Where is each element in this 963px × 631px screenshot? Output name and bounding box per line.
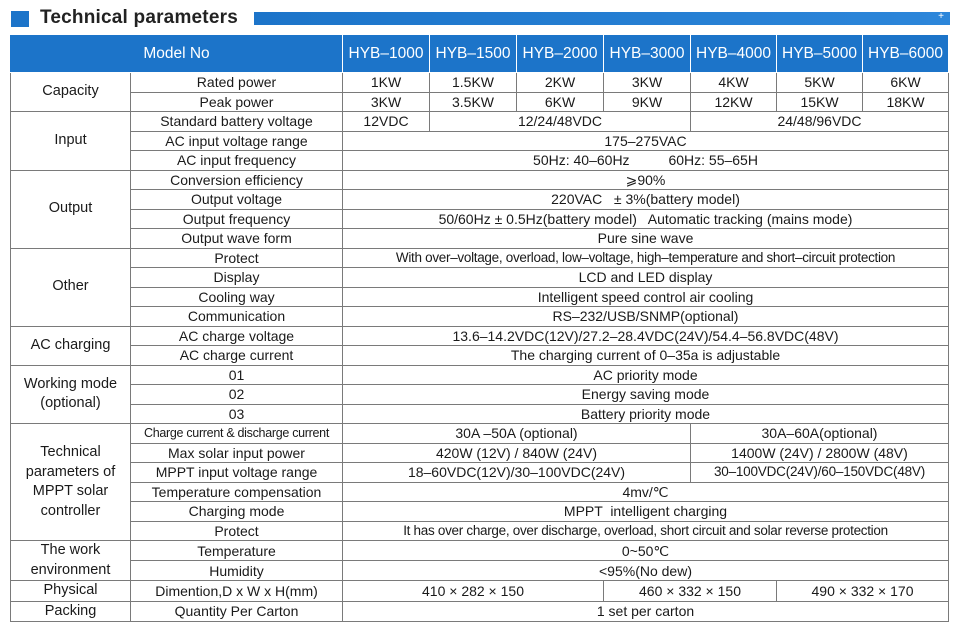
param-label: Protect: [131, 521, 343, 541]
table-row: [11, 190, 949, 210]
param-label: Protect: [131, 248, 343, 268]
param-label: AC input voltage range: [131, 131, 343, 151]
table-row: [11, 268, 949, 288]
value-cell: 18KW: [863, 92, 949, 112]
param-label: 02: [131, 385, 343, 405]
param-label: 03: [131, 404, 343, 424]
table-row: [11, 541, 949, 561]
category-packing: Packing: [11, 601, 131, 622]
param-label: Cooling way: [131, 287, 343, 307]
table-row: [11, 92, 949, 112]
model-header: HYB–1000: [343, 35, 430, 73]
value-cell: 3KW: [343, 92, 430, 112]
value-cell: 0~50℃: [343, 541, 949, 561]
value-cell: The charging current of 0–35a is adjustable: [343, 346, 949, 366]
param-label: Max solar input power: [131, 443, 343, 463]
value-cell: 12KW: [691, 92, 777, 112]
param-label: AC charge current: [131, 346, 343, 366]
model-header: HYB–3000: [604, 35, 691, 73]
table-row: [11, 112, 949, 132]
value-cell: 6KW: [517, 92, 604, 112]
value-cell: LCD and LED display: [343, 268, 949, 288]
table-row: [11, 365, 949, 385]
table-row: [11, 463, 949, 483]
param-label: Charging mode: [131, 502, 343, 522]
value-cell: Pure sine wave: [343, 229, 949, 249]
spec-table: [10, 34, 949, 622]
table-row: [11, 326, 949, 346]
value-cell: 220VAC ± 3%(battery model): [343, 190, 949, 210]
table-row: [11, 209, 949, 229]
table-row: [11, 601, 949, 622]
value-cell: With over–voltage, overload, low–voltage, high–temperature and short–circuit protection: [343, 248, 949, 268]
category-input: Input: [11, 112, 131, 171]
value-cell: 4KW: [691, 73, 777, 93]
model-header: HYB–1500: [430, 35, 517, 73]
param-label: Output voltage: [131, 190, 343, 210]
table-row: [11, 151, 949, 171]
param-label: Temperature compensation: [131, 482, 343, 502]
param-label: Standard battery voltage: [131, 112, 343, 132]
model-header: HYB–4000: [691, 35, 777, 73]
value-cell: 30A–60A(optional): [691, 424, 949, 444]
value-cell: ⩾90%: [343, 170, 949, 190]
table-row: [11, 561, 949, 581]
value-cell: It has over charge, over discharge, overload, short circuit and solar reverse protection: [343, 521, 949, 541]
value-cell: 12VDC: [343, 112, 430, 132]
model-no-label: Model No: [11, 35, 343, 73]
param-label: Communication: [131, 307, 343, 327]
param-label: 01: [131, 365, 343, 385]
value-cell: 1KW: [343, 73, 430, 93]
header-bar: [254, 12, 950, 25]
category-physical: Physical: [11, 581, 131, 602]
table-row: [11, 424, 949, 444]
table-row: [11, 73, 949, 93]
category-environment: The work environment: [11, 541, 131, 581]
table-row: [11, 287, 949, 307]
table-row: [11, 170, 949, 190]
param-label: Peak power: [131, 92, 343, 112]
value-cell: 2KW: [517, 73, 604, 93]
table-row: [11, 346, 949, 366]
header-row: [11, 35, 949, 73]
param-label: Charge current & discharge current: [131, 424, 343, 444]
category-working-mode: Working mode (optional): [11, 365, 131, 424]
value-cell: Battery priority mode: [343, 404, 949, 424]
param-label: Quantity Per Carton: [131, 601, 343, 622]
table-row: [11, 307, 949, 327]
plus-icon: +: [938, 11, 944, 22]
value-cell: 50Hz: 40–60Hz 60Hz: 55–65H: [343, 151, 949, 171]
value-cell: 5KW: [777, 73, 863, 93]
header-square-icon: [11, 11, 29, 27]
value-cell: RS–232/USB/SNMP(optional): [343, 307, 949, 327]
param-label: Output wave form: [131, 229, 343, 249]
model-header: HYB–6000: [863, 35, 949, 73]
value-cell: 6KW: [863, 73, 949, 93]
value-cell: 410 × 282 × 150: [343, 581, 604, 602]
value-cell: 12/24/48VDC: [430, 112, 691, 132]
category-ac-charging: AC charging: [11, 326, 131, 365]
category-mppt: Technical parameters of MPPT solar controller: [11, 424, 131, 541]
value-cell: 3.5KW: [430, 92, 517, 112]
value-cell: 1 set per carton: [343, 601, 949, 622]
category-output: Output: [11, 170, 131, 248]
model-header: HYB–5000: [777, 35, 863, 73]
value-cell: 13.6–14.2VDC(12V)/27.2–28.4VDC(24V)/54.4–56.8VDC(48V): [343, 326, 949, 346]
value-cell: 175–275VAC: [343, 131, 949, 151]
param-label: Output frequency: [131, 209, 343, 229]
table-row: [11, 581, 949, 602]
param-label: Dimention,D x W x H(mm): [131, 581, 343, 602]
value-cell: 9KW: [604, 92, 691, 112]
table-row: [11, 443, 949, 463]
param-label: Humidity: [131, 561, 343, 581]
value-cell: 15KW: [777, 92, 863, 112]
value-cell: 4mv/℃: [343, 482, 949, 502]
value-cell: 30A –50A (optional): [343, 424, 691, 444]
category-other: Other: [11, 248, 131, 326]
table-row: [11, 404, 949, 424]
param-label: Temperature: [131, 541, 343, 561]
table-row: [11, 521, 949, 541]
param-label: AC charge voltage: [131, 326, 343, 346]
value-cell: 420W (12V) / 840W (24V): [343, 443, 691, 463]
value-cell: 460 × 332 × 150: [604, 581, 777, 602]
value-cell: Energy saving mode: [343, 385, 949, 405]
table-row: [11, 248, 949, 268]
param-label: AC input frequency: [131, 151, 343, 171]
value-cell: AC priority mode: [343, 365, 949, 385]
table-row: [11, 502, 949, 522]
value-cell: 50/60Hz ± 0.5Hz(battery model) Automatic tracking (mains mode): [343, 209, 949, 229]
value-cell: 490 × 332 × 170: [777, 581, 949, 602]
value-cell: 24/48/96VDC: [691, 112, 949, 132]
value-cell: Intelligent speed control air cooling: [343, 287, 949, 307]
value-cell: 3KW: [604, 73, 691, 93]
param-label: MPPT input voltage range: [131, 463, 343, 483]
table-row: [11, 482, 949, 502]
table-row: [11, 131, 949, 151]
section-header: [8, 6, 958, 32]
value-cell: <95%(No dew): [343, 561, 949, 581]
page-title: Technical parameters: [40, 7, 238, 28]
param-label: Conversion efficiency: [131, 170, 343, 190]
value-cell: 30–100VDC(24V)/60–150VDC(48V): [691, 463, 949, 483]
param-label: Display: [131, 268, 343, 288]
table-row: [11, 385, 949, 405]
category-capacity: Capacity: [11, 73, 131, 112]
param-label: Rated power: [131, 73, 343, 93]
table-row: [11, 229, 949, 249]
value-cell: MPPT intelligent charging: [343, 502, 949, 522]
value-cell: 18–60VDC(12V)/30–100VDC(24V): [343, 463, 691, 483]
model-header: HYB–2000: [517, 35, 604, 73]
value-cell: 1.5KW: [430, 73, 517, 93]
value-cell: 1400W (24V) / 2800W (48V): [691, 443, 949, 463]
